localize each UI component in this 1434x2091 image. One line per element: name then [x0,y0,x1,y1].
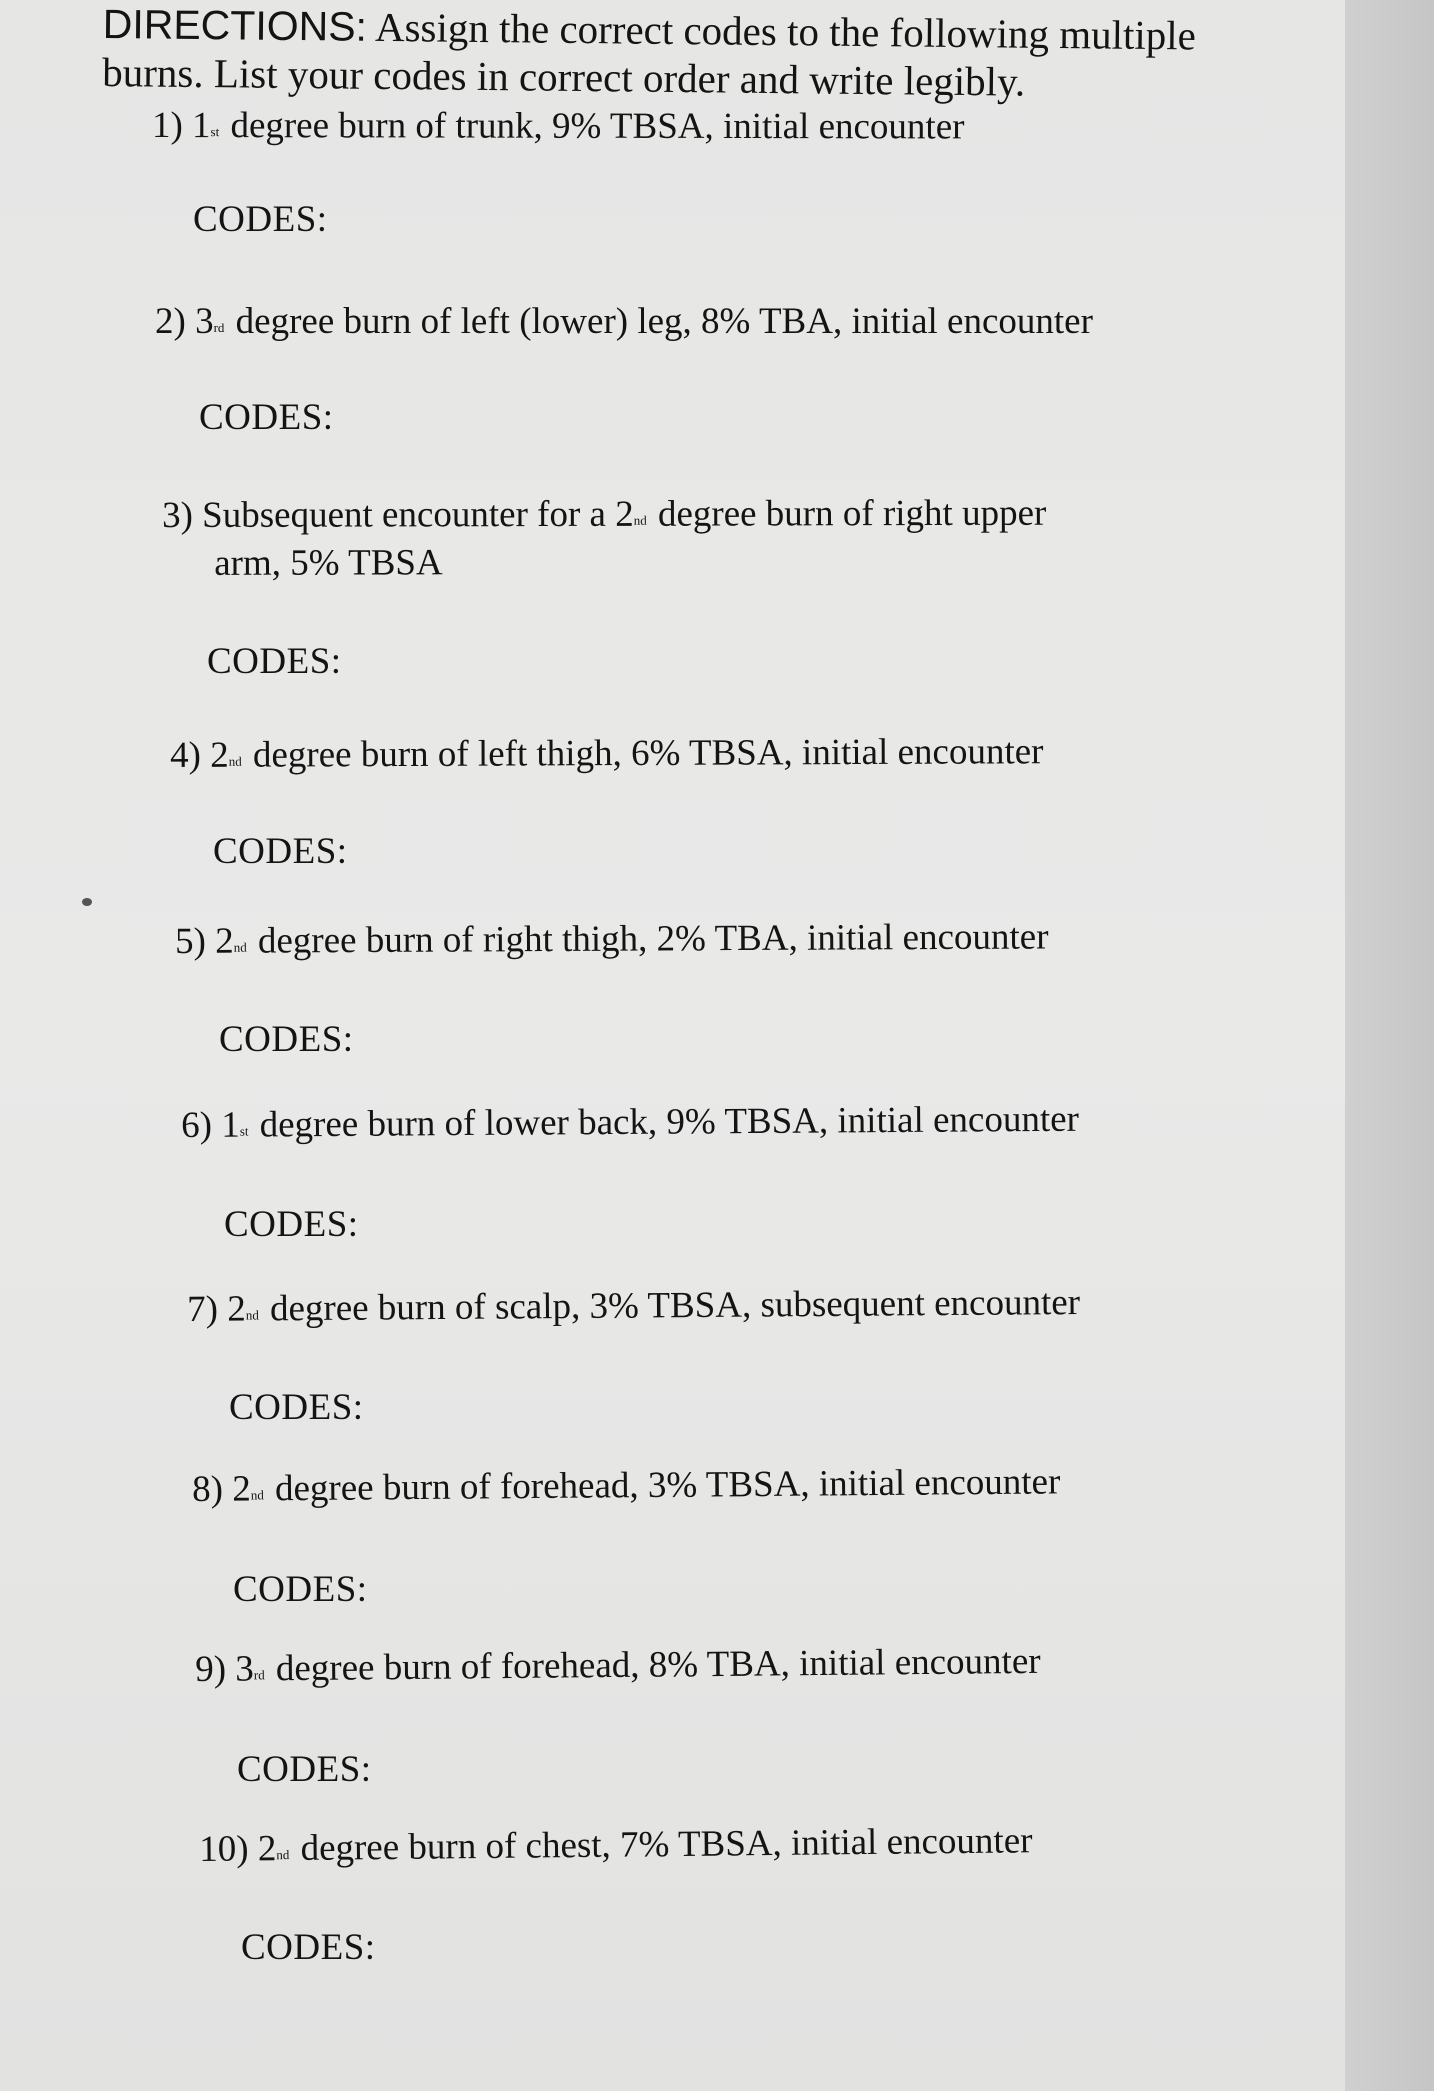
codes-label-5: CODES: [219,1019,354,1060]
question-number: 6) [181,1104,213,1146]
codes-label-6: CODES: [224,1204,359,1245]
question-text: degree burn of scalp, 3% TBSA, subsequent encounter [269,1281,1081,1330]
question-text: degree burn of chest, 7% TBSA, initial encounter [300,1820,1033,1869]
question-number: 9) [195,1648,227,1690]
ordinal-suffix: st [210,124,220,140]
question-number: 2) [155,301,186,342]
question-number: 1) [151,104,183,147]
codes-label-2: CODES: [199,397,334,438]
ordinal-suffix: nd [228,753,242,769]
question-4 [170,728,1044,780]
codes-label-1: CODES: [193,199,328,240]
question-6 [181,1096,1079,1150]
codes-label-7: CODES: [229,1387,364,1428]
ordinal-suffix: st [239,1123,249,1139]
degree-ordinal: 1 [221,1104,240,1146]
ordinal-suffix: nd [250,1487,264,1503]
question-1 [152,102,965,151]
degree-ordinal: 1 [192,105,211,147]
question-7 [187,1279,1080,1334]
ordinal-suffix: nd [233,939,247,955]
question-text: degree burn of right upper [657,492,1047,535]
degree-ordinal: 2 [215,920,234,962]
ordinal-suffix: rd [253,1667,265,1683]
question-number: 7) [187,1288,219,1330]
ordinal-suffix: nd [245,1307,259,1323]
degree-ordinal: 2 [257,1828,277,1870]
codes-label-4: CODES: [213,831,348,872]
question-text-continued: arm, 5% TBSA [214,542,443,584]
question-number: 8) [192,1468,224,1510]
question-prefix: Subsequent encounter for a [202,493,606,536]
question-2 [155,298,1093,346]
codes-label-8: CODES: [233,1569,368,1610]
codes-label-10: CODES: [241,1927,376,1968]
degree-ordinal: 2 [227,1288,246,1330]
ordinal-suffix: rd [213,320,225,335]
ordinal-suffix: nd [633,512,647,528]
question-text: degree burn of forehead, 8% TBA, initial encounter [275,1640,1041,1690]
question-text: degree burn of right thigh, 2% TBA, initial encounter [257,916,1049,962]
ordinal-suffix: nd [276,1847,290,1863]
codes-label-9: CODES: [237,1749,372,1790]
degree-ordinal: 2 [210,734,229,776]
question-10 [199,1817,1033,1874]
question-9 [195,1638,1041,1694]
codes-label-3: CODES: [207,641,342,682]
degree-ordinal: 2 [615,493,634,535]
question-text: degree burn of forehead, 3% TBSA, initial encounter [274,1461,1061,1510]
degree-ordinal: 3 [235,1648,254,1690]
paper-speck [82,898,92,906]
question-number: 3) [162,494,193,536]
directions-text: Assign the correct codes to the following multiple burns. List your codes in correct order and write legibly. [102,3,1197,105]
directions-label: DIRECTIONS: [102,0,368,50]
background-edge [1345,0,1434,2091]
question-text: degree burn of lower back, 9% TBSA, initial encounter [259,1098,1080,1146]
question-5 [175,913,1049,966]
question-3 [162,490,1046,588]
question-8 [192,1458,1061,1514]
question-number: 10) [199,1828,249,1870]
directions-block [102,0,1263,108]
degree-ordinal: 2 [232,1468,251,1510]
question-text: degree burn of left (lower) leg, 8% TBA, initial encounter [235,301,1093,342]
degree-ordinal: 3 [195,301,214,342]
question-text: degree burn of left thigh, 6% TBSA, initial encounter [252,731,1044,776]
question-number: 4) [170,734,202,776]
question-number: 5) [175,920,207,962]
question-text: degree burn of trunk, 9% TBSA, initial encounter [230,105,965,148]
